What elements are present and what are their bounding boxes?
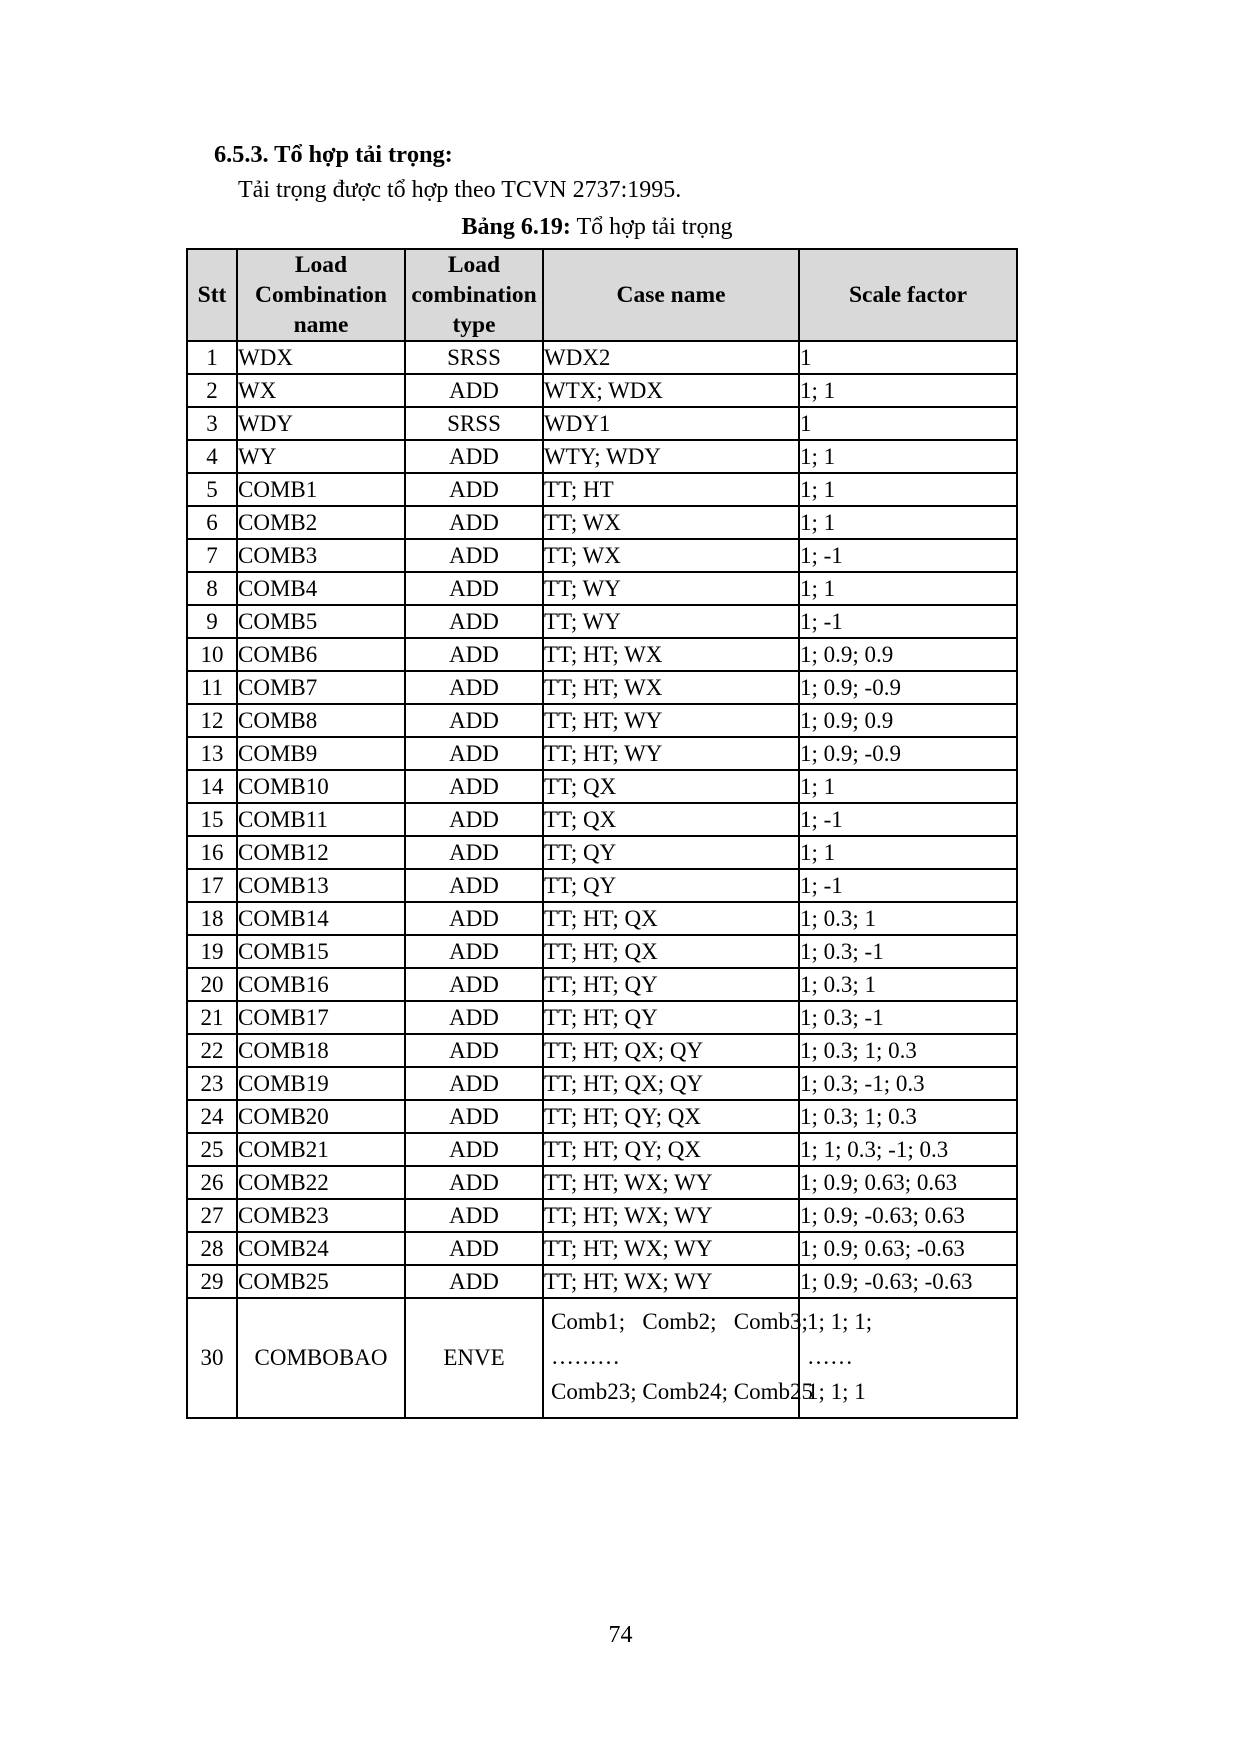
case-name-line: Comb23; Comb24; Comb25: [551, 1378, 813, 1404]
cell-load-combination-name: WX: [237, 374, 405, 407]
table-body: [187, 341, 1017, 1418]
cell-scale-factor: 1; 0.9; 0.9: [799, 704, 1017, 737]
table-row: [187, 1133, 1017, 1166]
cell-stt: 3: [187, 407, 237, 440]
cell-case-name: TT; QX: [543, 770, 799, 803]
cell-case-name: TT; HT; QX: [543, 935, 799, 968]
cell-stt: 28: [187, 1232, 237, 1265]
case-name-line: Comb1; Comb2; Comb3;: [551, 1309, 808, 1335]
cell-scale-factor: 1: [799, 341, 1017, 374]
cell-load-combination-type: ADD: [405, 968, 543, 1001]
cell-scale-factor: 1; 0.9; 0.63; -0.63: [799, 1232, 1017, 1265]
cell-load-combination-name: COMB9: [237, 737, 405, 770]
cell-load-combination-name: COMB23: [237, 1199, 405, 1232]
cell-load-combination-type: SRSS: [405, 407, 543, 440]
cell-load-combination-type: ADD: [405, 1232, 543, 1265]
cell-case-name: WTX; WDX: [543, 374, 799, 407]
cell-load-combination-name: COMB8: [237, 704, 405, 737]
table-row: [187, 902, 1017, 935]
cell-load-combination-name: COMB12: [237, 836, 405, 869]
cell-load-combination-name: COMB3: [237, 539, 405, 572]
table-row: [187, 1100, 1017, 1133]
cell-scale-factor: [799, 1298, 1017, 1418]
cell-case-name: TT; HT; WX: [543, 638, 799, 671]
cell-load-combination-type: ADD: [405, 902, 543, 935]
cell-case-name: TT; HT; WX; WY: [543, 1265, 799, 1298]
cell-stt: 25: [187, 1133, 237, 1166]
table-row: [187, 1232, 1017, 1265]
cell-case-name: TT; HT; QX; QY: [543, 1067, 799, 1100]
table-row: [187, 836, 1017, 869]
cell-load-combination-type: ADD: [405, 605, 543, 638]
cell-load-combination-name: COMB2: [237, 506, 405, 539]
cell-case-name: WDY1: [543, 407, 799, 440]
cell-load-combination-type: ADD: [405, 572, 543, 605]
cell-load-combination-type: ADD: [405, 473, 543, 506]
cell-scale-factor: 1: [799, 407, 1017, 440]
cell-scale-factor: 1; 0.9; 0.63; 0.63: [799, 1166, 1017, 1199]
table-row: [187, 704, 1017, 737]
cell-scale-factor: 1; 0.9; -0.9: [799, 737, 1017, 770]
cell-case-name: TT; HT; WX; WY: [543, 1166, 799, 1199]
cell-scale-factor: 1; 1: [799, 473, 1017, 506]
cell-scale-factor: 1; 0.9; 0.9: [799, 638, 1017, 671]
cell-case-name: TT; QX: [543, 803, 799, 836]
cell-load-combination-name: COMB17: [237, 1001, 405, 1034]
cell-load-combination-type: ADD: [405, 638, 543, 671]
cell-case-name: TT; WX: [543, 506, 799, 539]
page-number: 74: [608, 1622, 633, 1648]
cell-scale-factor: 1; 0.9; -0.9: [799, 671, 1017, 704]
table-row: [187, 473, 1017, 506]
cell-load-combination-type: ADD: [405, 1034, 543, 1067]
cell-load-combination-type: ENVE: [405, 1298, 543, 1418]
cell-scale-factor: 1; 1: [799, 374, 1017, 407]
cell-scale-factor: 1; 0.3; 1: [799, 902, 1017, 935]
cell-load-combination-type: ADD: [405, 374, 543, 407]
cell-stt: 4: [187, 440, 237, 473]
cell-stt: 8: [187, 572, 237, 605]
cell-scale-factor: 1; 0.3; 1; 0.3: [799, 1034, 1017, 1067]
table-row: [187, 1001, 1017, 1034]
cell-load-combination-type: SRSS: [405, 341, 543, 374]
scale-factor-line: 1; 1; 1;: [807, 1309, 873, 1335]
cell-case-name: [543, 1298, 813, 1418]
cell-load-combination-type: ADD: [405, 1001, 543, 1034]
table-row: [187, 869, 1017, 902]
cell-load-combination-name: COMB14: [237, 902, 405, 935]
cell-stt: 23: [187, 1067, 237, 1100]
table-row: [187, 770, 1017, 803]
table-row: [187, 1067, 1017, 1100]
cell-case-name: WDX2: [543, 341, 799, 374]
cell-case-name: TT; HT; WX: [543, 671, 799, 704]
cell-stt: 20: [187, 968, 237, 1001]
cell-load-combination-name: WDY: [237, 407, 405, 440]
cell-stt: 30: [187, 1298, 237, 1418]
cell-case-name: TT; HT: [543, 473, 799, 506]
cell-stt: 22: [187, 1034, 237, 1067]
table-header: [187, 249, 1017, 341]
table-row: [187, 605, 1017, 638]
cell-stt: 24: [187, 1100, 237, 1133]
cell-load-combination-type: ADD: [405, 671, 543, 704]
cell-case-name: TT; HT; QY; QX: [543, 1133, 799, 1166]
cell-load-combination-name: COMB18: [237, 1034, 405, 1067]
cell-load-combination-type: ADD: [405, 869, 543, 902]
cell-load-combination-type: ADD: [405, 1133, 543, 1166]
cell-case-name: TT; HT; QY: [543, 968, 799, 1001]
cell-stt: 15: [187, 803, 237, 836]
table-row: [187, 737, 1017, 770]
section-heading: 6.5.3. Tổ hợp tải trọng:: [214, 141, 453, 168]
cell-scale-factor: 1; 1: [799, 572, 1017, 605]
cell-case-name: TT; WY: [543, 605, 799, 638]
cell-scale-factor: 1; -1: [799, 803, 1017, 836]
cell-stt: 5: [187, 473, 237, 506]
cell-scale-factor: 1; -1: [799, 869, 1017, 902]
table-row: [187, 1265, 1017, 1298]
cell-scale-factor: 1; -1: [799, 539, 1017, 572]
cell-case-name: TT; HT; WX; WY: [543, 1232, 799, 1265]
cell-load-combination-name: COMBOBAO: [237, 1298, 405, 1418]
cell-load-combination-name: WDX: [237, 341, 405, 374]
cell-stt: 29: [187, 1265, 237, 1298]
cell-load-combination-name: COMB7: [237, 671, 405, 704]
cell-load-combination-type: ADD: [405, 737, 543, 770]
cell-case-name: TT; HT; QX: [543, 902, 799, 935]
cell-case-name: WTY; WDY: [543, 440, 799, 473]
cell-stt: 6: [187, 506, 237, 539]
table-row-envelope: [187, 1298, 1017, 1418]
cell-load-combination-type: ADD: [405, 1100, 543, 1133]
cell-stt: 7: [187, 539, 237, 572]
column-header-stt: Stt: [187, 249, 237, 341]
cell-load-combination-type: ADD: [405, 440, 543, 473]
cell-case-name: TT; HT; QX; QY: [543, 1034, 799, 1067]
cell-stt: 19: [187, 935, 237, 968]
cell-load-combination-name: COMB13: [237, 869, 405, 902]
table-row: [187, 935, 1017, 968]
table-row: [187, 341, 1017, 374]
cell-load-combination-name: COMB1: [237, 473, 405, 506]
column-header-scale-factor: Scale factor: [799, 249, 1017, 341]
cell-load-combination-name: COMB6: [237, 638, 405, 671]
cell-stt: 14: [187, 770, 237, 803]
cell-load-combination-type: ADD: [405, 506, 543, 539]
table-row: [187, 671, 1017, 704]
cell-stt: 10: [187, 638, 237, 671]
cell-load-combination-type: ADD: [405, 836, 543, 869]
cell-case-name: TT; WX: [543, 539, 799, 572]
cell-load-combination-type: ADD: [405, 1166, 543, 1199]
cell-stt: 11: [187, 671, 237, 704]
cell-scale-factor: 1; 0.9; -0.63; -0.63: [799, 1265, 1017, 1298]
cell-load-combination-name: COMB15: [237, 935, 405, 968]
cell-load-combination-name: COMB24: [237, 1232, 405, 1265]
table-caption-label: Bảng 6.19:: [461, 213, 571, 240]
cell-scale-factor: 1; 1; 0.3; -1; 0.3: [799, 1133, 1017, 1166]
cell-case-name: TT; HT; WX; WY: [543, 1199, 799, 1232]
cell-stt: 18: [187, 902, 237, 935]
cell-stt: 2: [187, 374, 237, 407]
cell-load-combination-type: ADD: [405, 1265, 543, 1298]
column-header-load-combination-type: Load combination type: [405, 249, 543, 341]
cell-stt: 17: [187, 869, 237, 902]
cell-load-combination-type: ADD: [405, 704, 543, 737]
table-row: [187, 539, 1017, 572]
cell-load-combination-type: ADD: [405, 539, 543, 572]
cell-stt: 27: [187, 1199, 237, 1232]
column-header-load-combination-name: Load Combination name: [237, 249, 405, 341]
table-row: [187, 374, 1017, 407]
table-row: [187, 572, 1017, 605]
table-row: [187, 803, 1017, 836]
cell-scale-factor: 1; 0.3; 1: [799, 968, 1017, 1001]
cell-load-combination-name: COMB16: [237, 968, 405, 1001]
cell-load-combination-name: COMB4: [237, 572, 405, 605]
cell-load-combination-name: COMB21: [237, 1133, 405, 1166]
cell-load-combination-name: COMB10: [237, 770, 405, 803]
cell-case-name: TT; HT; WY: [543, 704, 799, 737]
cell-load-combination-name: COMB22: [237, 1166, 405, 1199]
cell-stt: 26: [187, 1166, 237, 1199]
cell-load-combination-type: ADD: [405, 1199, 543, 1232]
cell-scale-factor: 1; 1: [799, 506, 1017, 539]
cell-load-combination-name: COMB11: [237, 803, 405, 836]
cell-scale-factor: 1; 0.9; -0.63; 0.63: [799, 1199, 1017, 1232]
cell-load-combination-type: ADD: [405, 770, 543, 803]
cell-scale-factor: 1; 0.3; -1: [799, 1001, 1017, 1034]
load-combination-table: [186, 248, 1018, 1419]
cell-stt: 21: [187, 1001, 237, 1034]
cell-load-combination-type: ADD: [405, 1067, 543, 1100]
table-caption-text: Tổ hợp tải trọng: [576, 213, 733, 240]
table-row: [187, 407, 1017, 440]
cell-scale-factor: 1; 1: [799, 836, 1017, 869]
table-row: [187, 968, 1017, 1001]
intro-paragraph: Tải trọng được tổ hợp theo TCVN 2737:1995.: [238, 176, 682, 203]
table-row: [187, 440, 1017, 473]
scale-factor-line: ……: [807, 1344, 853, 1369]
cell-stt: 1: [187, 341, 237, 374]
column-header-case-name: Case name: [543, 249, 799, 341]
cell-scale-factor: 1; 0.3; 1; 0.3: [799, 1100, 1017, 1133]
table-header-row: [187, 249, 1017, 341]
table-caption: [186, 212, 1008, 242]
table-row: [187, 1166, 1017, 1199]
cell-load-combination-type: ADD: [405, 935, 543, 968]
table-row: [187, 1199, 1017, 1232]
cell-scale-factor: 1; 0.3; -1: [799, 935, 1017, 968]
cell-case-name: TT; QY: [543, 836, 799, 869]
cell-case-name: TT; QY: [543, 869, 799, 902]
cell-stt: 9: [187, 605, 237, 638]
cell-load-combination-name: COMB19: [237, 1067, 405, 1100]
cell-case-name: TT; WY: [543, 572, 799, 605]
cell-stt: 12: [187, 704, 237, 737]
cell-case-name: TT; HT; QY; QX: [543, 1100, 799, 1133]
cell-scale-factor: 1; 1: [799, 770, 1017, 803]
cell-load-combination-name: COMB5: [237, 605, 405, 638]
table-row: [187, 1034, 1017, 1067]
cell-stt: 16: [187, 836, 237, 869]
cell-scale-factor: 1; 0.3; -1; 0.3: [799, 1067, 1017, 1100]
cell-load-combination-name: WY: [237, 440, 405, 473]
cell-case-name: TT; HT; WY: [543, 737, 799, 770]
cell-scale-factor: 1; 1: [799, 440, 1017, 473]
cell-load-combination-name: COMB20: [237, 1100, 405, 1133]
cell-load-combination-name: COMB25: [237, 1265, 405, 1298]
table-row: [187, 638, 1017, 671]
cell-scale-factor: 1; -1: [799, 605, 1017, 638]
table-row: [187, 506, 1017, 539]
cell-load-combination-type: ADD: [405, 803, 543, 836]
cell-stt: 13: [187, 737, 237, 770]
cell-case-name: TT; HT; QY: [543, 1001, 799, 1034]
case-name-line: ………: [551, 1344, 620, 1369]
page-content: [186, 140, 1008, 1419]
scale-factor-line: 1; 1; 1: [807, 1378, 866, 1404]
